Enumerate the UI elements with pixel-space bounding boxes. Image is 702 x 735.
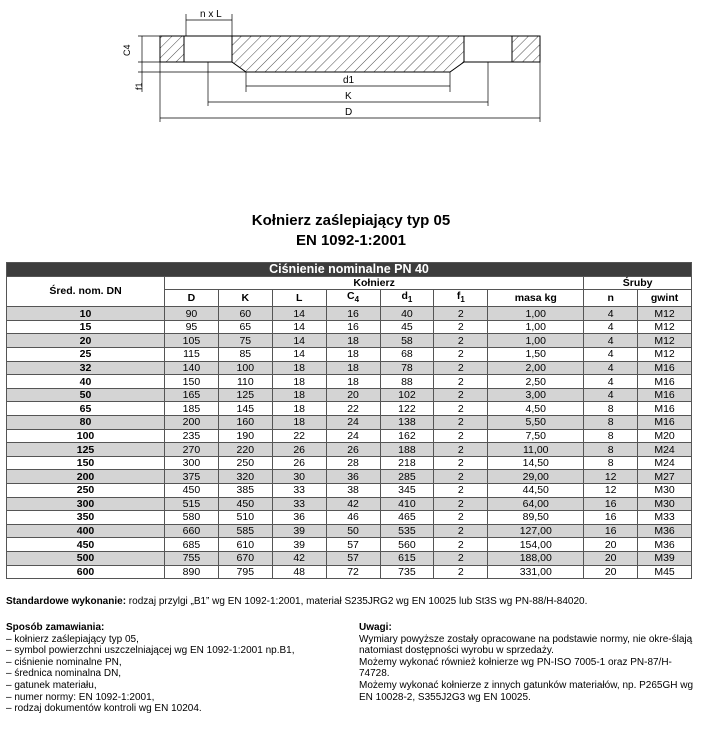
table-row [7, 497, 692, 511]
table-cell: 320 [218, 470, 272, 484]
table-cell: 450 [165, 484, 219, 498]
table-cell: 38 [326, 484, 380, 498]
table-cell: 2 [434, 470, 488, 484]
table-cell: 72 [326, 565, 380, 579]
table-cell: 2 [434, 429, 488, 443]
table-cell: 78 [380, 361, 434, 375]
column-header: L [272, 290, 326, 307]
column-header: $C_4$ [326, 290, 380, 307]
table-cell: 218 [380, 456, 434, 470]
notes-heading: Uwagi: [359, 622, 392, 633]
table-cell: 2 [434, 524, 488, 538]
ordering-item: – ciśnienie nominalne PN, [6, 657, 336, 669]
table-cell: 4 [584, 307, 638, 321]
table-cell: 4 [584, 375, 638, 389]
table-cell: 188,00 [488, 551, 584, 565]
column-header: masa kg [488, 290, 584, 307]
ordering-item: – rodzaj dokumentów kontroli wg EN 10204. [6, 703, 336, 715]
dn-cell: 250 [7, 484, 165, 498]
table-cell: M16 [638, 402, 692, 416]
table-row [7, 511, 692, 525]
table-cell: 89,50 [488, 511, 584, 525]
table-cell: 20 [326, 388, 380, 402]
table-cell: 42 [326, 497, 380, 511]
table-cell: M30 [638, 497, 692, 511]
dn-cell: 32 [7, 361, 165, 375]
table-cell: M36 [638, 538, 692, 552]
dn-cell: 65 [7, 402, 165, 416]
table-cell: 85 [218, 348, 272, 362]
table-cell: 50 [326, 524, 380, 538]
table-cell: 57 [326, 538, 380, 552]
table-cell: 39 [272, 524, 326, 538]
table-cell: 185 [165, 402, 219, 416]
table-row [7, 456, 692, 470]
table-cell: M16 [638, 361, 692, 375]
table-cell: 2 [434, 416, 488, 430]
table-cell: 465 [380, 511, 434, 525]
table-cell: 685 [165, 538, 219, 552]
table-cell: 57 [326, 551, 380, 565]
table-cell: 2 [434, 551, 488, 565]
table-cell: 46 [326, 511, 380, 525]
flange-header: Kołnierz [165, 276, 584, 290]
table-cell: 18 [272, 361, 326, 375]
dn-cell: 15 [7, 320, 165, 334]
table-row [7, 484, 692, 498]
table-cell: M16 [638, 375, 692, 389]
table-cell: 150 [165, 375, 219, 389]
dn-cell: 50 [7, 388, 165, 402]
dn-cell: 500 [7, 551, 165, 565]
table-cell: 250 [218, 456, 272, 470]
table-cell: 1,00 [488, 307, 584, 321]
note-paragraph: Możemy wykonać również kołnierze wg PN-ISO 7005-1 oraz PN-87/H-74728. [359, 656, 672, 680]
table-cell: 18 [272, 402, 326, 416]
table-cell: 190 [218, 429, 272, 443]
table-cell: 3,00 [488, 388, 584, 402]
table-cell: 345 [380, 484, 434, 498]
table-cell: 42 [272, 551, 326, 565]
table-cell: 14 [272, 348, 326, 362]
table-cell: M36 [638, 524, 692, 538]
table-cell: 16 [584, 497, 638, 511]
d1-label: d1 [343, 75, 355, 86]
note-paragraph: Możemy wykonać kołnierze z innych gatunków materiałów, np. P265GH wg EN 10028-2, S355J2G3 wg EN 10025. [359, 679, 694, 703]
table-cell: 8 [584, 416, 638, 430]
dn-cell: 100 [7, 429, 165, 443]
note-paragraph: Wymiary powyższe zostały opracowane na podstawie normy, nie okre-ślają natomiast dostępności wyrobu w sprzedaży. [359, 633, 693, 657]
table-cell: 16 [326, 320, 380, 334]
table-cell: M16 [638, 416, 692, 430]
table-cell: 2 [434, 402, 488, 416]
column-header: n [584, 290, 638, 307]
table-row [7, 402, 692, 416]
table-cell: M24 [638, 443, 692, 457]
table-row [7, 565, 692, 579]
table-row [7, 375, 692, 389]
table-cell: M30 [638, 484, 692, 498]
table-cell: 44,50 [488, 484, 584, 498]
table-cell: 5,50 [488, 416, 584, 430]
table-cell: 102 [380, 388, 434, 402]
dn-cell: 300 [7, 497, 165, 511]
table-cell: 8 [584, 402, 638, 416]
table-cell: 30 [272, 470, 326, 484]
table-cell: 2 [434, 320, 488, 334]
table-cell: 40 [380, 307, 434, 321]
standard-text: rodzaj przylgi „B1” wg EN 1092-1:2001, materiał S235JRG2 wg EN 10025 lub St3S wg PN-88/H-84020. [126, 596, 588, 607]
table-row [7, 429, 692, 443]
table-cell: 2 [434, 307, 488, 321]
table-cell: 410 [380, 497, 434, 511]
table-cell: 14 [272, 307, 326, 321]
table-cell: 4 [584, 334, 638, 348]
table-cell: 58 [380, 334, 434, 348]
table-cell: 735 [380, 565, 434, 579]
table-cell: 20 [584, 565, 638, 579]
table-cell: M12 [638, 348, 692, 362]
table-cell: 18 [272, 416, 326, 430]
table-cell: 26 [272, 456, 326, 470]
c4-label: C4 [122, 44, 132, 56]
table-cell: 2 [434, 361, 488, 375]
table-cell: 12 [584, 470, 638, 484]
table-cell: 145 [218, 402, 272, 416]
table-cell: 125 [218, 388, 272, 402]
table-cell: 65 [218, 320, 272, 334]
table-cell: 4 [584, 388, 638, 402]
table-cell: 16 [584, 511, 638, 525]
table-cell: M24 [638, 456, 692, 470]
table-cell: 20 [584, 538, 638, 552]
table-cell: 8 [584, 429, 638, 443]
table-cell: 140 [165, 361, 219, 375]
table-cell: 60 [218, 307, 272, 321]
table-cell: 22 [326, 402, 380, 416]
ordering-item: – średnica nominalna DN, [6, 668, 336, 680]
table-cell: 300 [165, 456, 219, 470]
dn-cell: 350 [7, 511, 165, 525]
table-cell: 16 [326, 307, 380, 321]
table-cell: 14 [272, 320, 326, 334]
table-cell: 26 [326, 443, 380, 457]
table-cell: 33 [272, 484, 326, 498]
table-cell: M27 [638, 470, 692, 484]
dn-cell: 40 [7, 375, 165, 389]
table-cell: 2 [434, 538, 488, 552]
table-cell: 2 [434, 348, 488, 362]
table-cell: 580 [165, 511, 219, 525]
table-cell: 100 [218, 361, 272, 375]
dn-cell: 20 [7, 334, 165, 348]
table-cell: 2 [434, 456, 488, 470]
table-cell: 14 [272, 334, 326, 348]
table-cell: 450 [218, 497, 272, 511]
table-cell: 68 [380, 348, 434, 362]
table-row [7, 334, 692, 348]
table-cell: 22 [272, 429, 326, 443]
nxl-label: n x L [200, 9, 222, 20]
table-cell: 2 [434, 443, 488, 457]
table-cell: 2 [434, 511, 488, 525]
dn-cell: 450 [7, 538, 165, 552]
table-cell: 235 [165, 429, 219, 443]
table-cell: 1,50 [488, 348, 584, 362]
table-cell: 45 [380, 320, 434, 334]
dn-cell: 80 [7, 416, 165, 430]
ordering-item: – gatunek materiału, [6, 680, 336, 692]
table-row [7, 443, 692, 457]
table-cell: 270 [165, 443, 219, 457]
table-cell: 755 [165, 551, 219, 565]
table-cell: 26 [272, 443, 326, 457]
dn-header: Śred. nom. DN [7, 276, 165, 307]
ordering-heading: Sposób zamawiania: [6, 622, 105, 633]
table-cell: 2 [434, 334, 488, 348]
table-cell: M16 [638, 388, 692, 402]
table-cell: 1,00 [488, 334, 584, 348]
table-cell: 8 [584, 443, 638, 457]
dn-cell: 400 [7, 524, 165, 538]
table-row [7, 388, 692, 402]
table-cell: 11,00 [488, 443, 584, 457]
table-cell: 4,50 [488, 402, 584, 416]
table-cell: 560 [380, 538, 434, 552]
flange-drawing [0, 0, 702, 200]
table-cell: 660 [165, 524, 219, 538]
standard-label: Standardowe wykonanie: [6, 596, 127, 607]
table-cell: 160 [218, 416, 272, 430]
table-cell: 200 [165, 416, 219, 430]
table-cell: 18 [326, 348, 380, 362]
table-row [7, 320, 692, 334]
table-cell: 138 [380, 416, 434, 430]
table-cell: 115 [165, 348, 219, 362]
table-cell: 110 [218, 375, 272, 389]
table-cell: 331,00 [488, 565, 584, 579]
column-header: D [165, 290, 219, 307]
table-row [7, 538, 692, 552]
table-cell: 29,00 [488, 470, 584, 484]
table-cell: M33 [638, 511, 692, 525]
table-cell: 18 [326, 375, 380, 389]
table-row [7, 551, 692, 565]
column-header: gwint [638, 290, 692, 307]
table-cell: 285 [380, 470, 434, 484]
table-cell: 7,50 [488, 429, 584, 443]
table-cell: 75 [218, 334, 272, 348]
table-row [7, 416, 692, 430]
table-cell: 2,00 [488, 361, 584, 375]
dn-cell: 600 [7, 565, 165, 579]
table-cell: 20 [584, 551, 638, 565]
table-cell: 375 [165, 470, 219, 484]
table-cell: 24 [326, 416, 380, 430]
table-cell: 2 [434, 375, 488, 389]
table-cell: 2 [434, 565, 488, 579]
standard-execution [6, 596, 587, 607]
page-title: Kołnierz zaślepiający typ 05 [251, 212, 451, 229]
table-cell: 2,50 [488, 375, 584, 389]
column-header: K [218, 290, 272, 307]
table-cell: 162 [380, 429, 434, 443]
table-cell: 385 [218, 484, 272, 498]
dimensions-table [6, 262, 692, 579]
page-subtitle: EN 1092-1:2001 [295, 232, 407, 249]
table-cell: 28 [326, 456, 380, 470]
table-cell: 585 [218, 524, 272, 538]
k-label: K [345, 91, 352, 102]
dn-cell: 10 [7, 307, 165, 321]
table-cell: 220 [218, 443, 272, 457]
table-cell: 795 [218, 565, 272, 579]
table-cell: 16 [584, 524, 638, 538]
table-cell: 90 [165, 307, 219, 321]
table-cell: 18 [272, 388, 326, 402]
d-label: D [345, 107, 353, 118]
table-cell: 95 [165, 320, 219, 334]
table-row [7, 307, 692, 321]
table-cell: 615 [380, 551, 434, 565]
table-cell: 39 [272, 538, 326, 552]
table-cell: M45 [638, 565, 692, 579]
table-cell: 4 [584, 348, 638, 362]
table-row [7, 361, 692, 375]
dn-cell: 125 [7, 443, 165, 457]
table-cell: 2 [434, 388, 488, 402]
table-cell: 2 [434, 497, 488, 511]
table-cell: 36 [272, 511, 326, 525]
table-cell: 18 [326, 361, 380, 375]
column-header: $f_1$ [434, 290, 488, 307]
table-cell: 122 [380, 402, 434, 416]
f1-label: f1 [134, 82, 144, 90]
table-row [7, 524, 692, 538]
dn-cell: 25 [7, 348, 165, 362]
table-cell: 165 [165, 388, 219, 402]
dn-cell: 200 [7, 470, 165, 484]
table-cell: M12 [638, 334, 692, 348]
table-cell: 188 [380, 443, 434, 457]
bolts-header: Śruby [584, 276, 692, 290]
table-cell: 1,00 [488, 320, 584, 334]
table-cell: 127,00 [488, 524, 584, 538]
table-cell: 610 [218, 538, 272, 552]
table-cell: 670 [218, 551, 272, 565]
pressure-header: Ciśnienie nominalne PN 40 [7, 263, 692, 277]
table-cell: 14,50 [488, 456, 584, 470]
ordering-item: – symbol powierzchni uszczelniającej wg EN 1092-1:2001 np.B1, [6, 645, 336, 657]
table-cell: 33 [272, 497, 326, 511]
table-cell: 515 [165, 497, 219, 511]
table-cell: 2 [434, 484, 488, 498]
table-cell: 890 [165, 565, 219, 579]
table-cell: 510 [218, 511, 272, 525]
table-cell: 18 [326, 334, 380, 348]
table-cell: 88 [380, 375, 434, 389]
table-row [7, 470, 692, 484]
table-cell: 48 [272, 565, 326, 579]
table-cell: M12 [638, 320, 692, 334]
notes-section [359, 622, 699, 703]
table-cell: M12 [638, 307, 692, 321]
table-cell: 12 [584, 484, 638, 498]
ordering-item: – numer normy: EN 1092-1:2001, [6, 692, 336, 704]
ordering-item: – kołnierz zaślepiający typ 05, [6, 634, 336, 646]
table-row [7, 348, 692, 362]
table-cell: 4 [584, 320, 638, 334]
table-cell: 64,00 [488, 497, 584, 511]
table-cell: 105 [165, 334, 219, 348]
table-cell: 36 [326, 470, 380, 484]
table-cell: 8 [584, 456, 638, 470]
table-cell: 4 [584, 361, 638, 375]
table-cell: M39 [638, 551, 692, 565]
table-cell: M20 [638, 429, 692, 443]
column-header: $d_1$ [380, 290, 434, 307]
table-cell: 535 [380, 524, 434, 538]
table-cell: 154,00 [488, 538, 584, 552]
table-cell: 24 [326, 429, 380, 443]
table-cell: 18 [272, 375, 326, 389]
dn-cell: 150 [7, 456, 165, 470]
ordering-section [6, 622, 336, 715]
